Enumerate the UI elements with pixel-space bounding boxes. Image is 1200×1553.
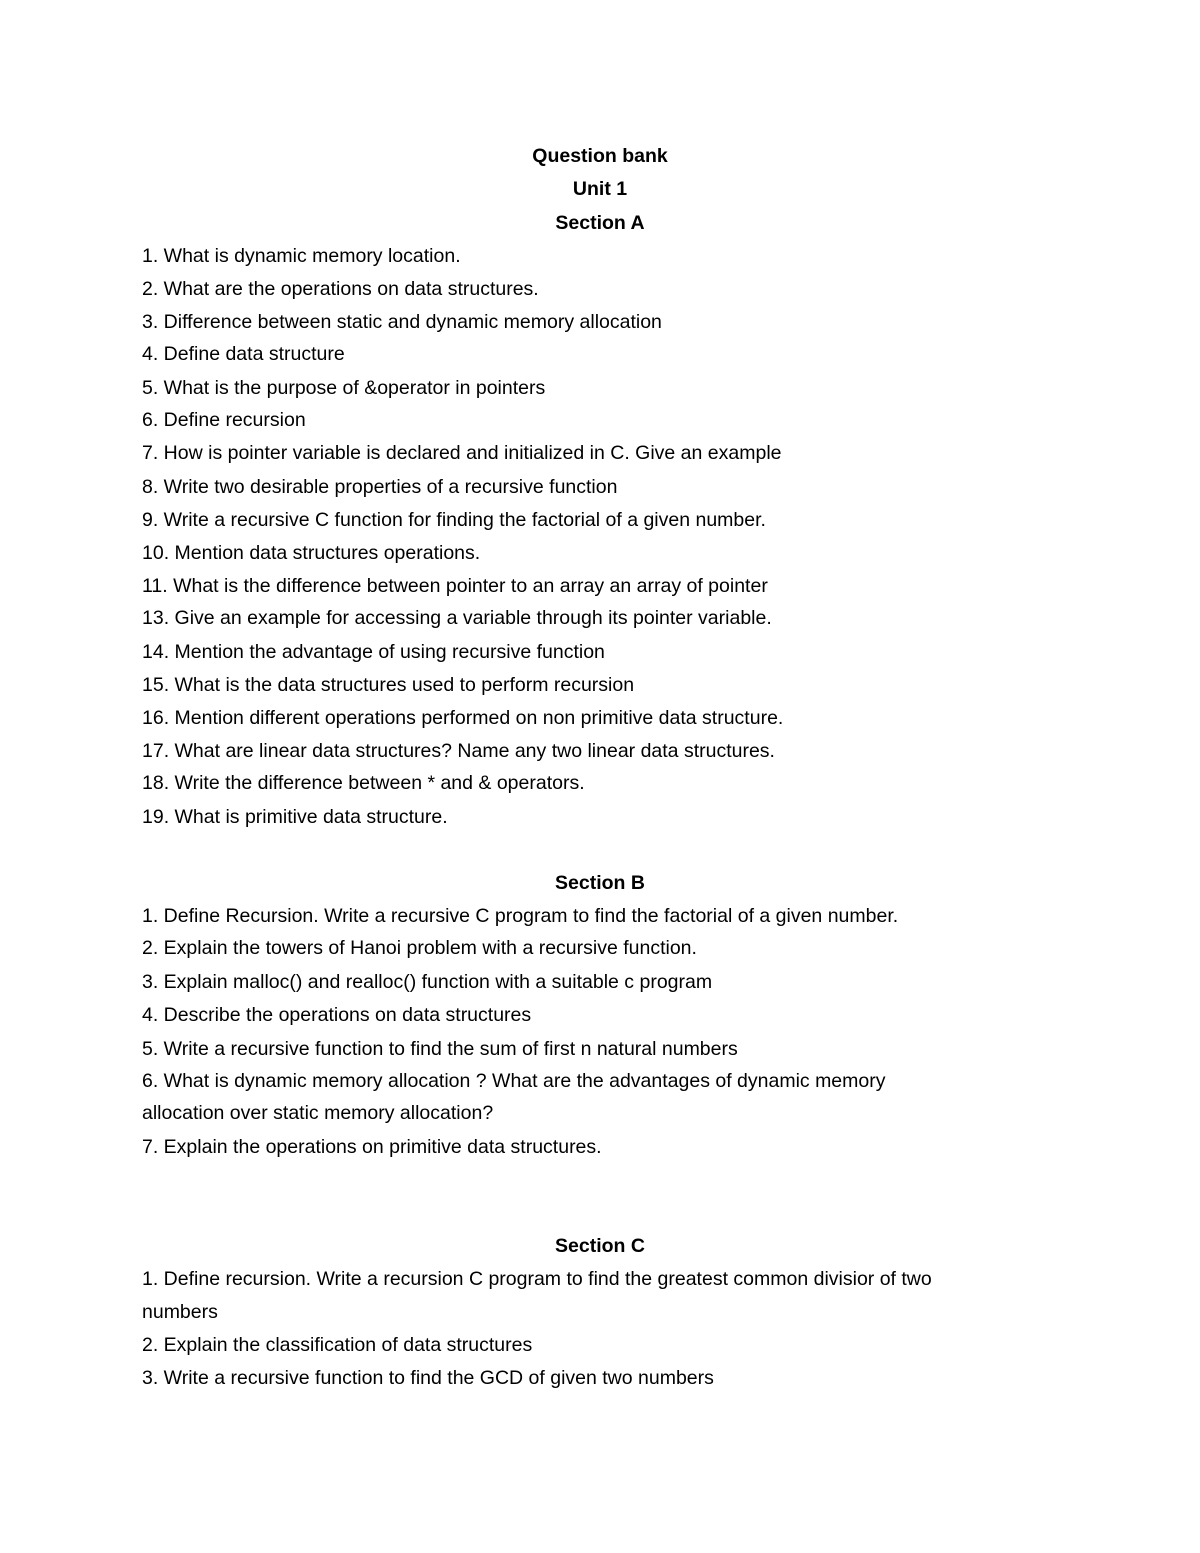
section-b-question: 6. What is dynamic memory allocation ? What are the advantages of dynamic memory xyxy=(142,1070,886,1092)
section-b-question: 5. Write a recursive function to find the sum of first n natural numbers xyxy=(142,1038,738,1060)
section-c-heading: Section C xyxy=(555,1235,645,1257)
section-a-question: 2. What are the operations on data structures. xyxy=(142,278,539,300)
section-a-heading: Section A xyxy=(555,212,645,234)
section-a-question: 6. Define recursion xyxy=(142,409,306,431)
section-a-question: 11. What is the difference between pointer to an array an array of pointer xyxy=(142,575,768,597)
section-a-question: 14. Mention the advantage of using recursive function xyxy=(142,641,605,663)
section-a-question: 15. What is the data structures used to perform recursion xyxy=(142,674,635,696)
section-a-question: 13. Give an example for accessing a variable through its pointer variable. xyxy=(142,607,772,629)
section-c-question-continuation: numbers xyxy=(142,1301,218,1323)
section-a-question: 1. What is dynamic memory location. xyxy=(142,245,461,267)
section-b-question: 3. Explain malloc() and realloc() function with a suitable c program xyxy=(142,971,713,993)
section-a-question: 16. Mention different operations performed on non primitive data structure. xyxy=(142,707,784,729)
section-a-question: 3. Difference between static and dynamic memory allocation xyxy=(142,311,662,333)
section-a-question: 4. Define data structure xyxy=(142,343,345,365)
section-c-question: 2. Explain the classification of data structures xyxy=(142,1334,533,1356)
section-a-question: 9. Write a recursive C function for finding the factorial of a given number. xyxy=(142,509,766,531)
document-title: Question bank xyxy=(532,145,668,167)
section-b-question: 2. Explain the towers of Hanoi problem with a recursive function. xyxy=(142,937,697,959)
section-b-question: 1. Define Recursion. Write a recursive C program to find the factorial of a given number. xyxy=(142,905,899,927)
section-a-question: 17. What are linear data structures? Name any two linear data structures. xyxy=(142,740,775,762)
section-b-question: 7. Explain the operations on primitive data structures. xyxy=(142,1136,602,1158)
section-a-question: 7. How is pointer variable is declared and initialized in C. Give an example xyxy=(142,442,782,464)
unit-heading: Unit 1 xyxy=(572,178,628,200)
section-a-question: 10. Mention data structures operations. xyxy=(142,542,481,564)
section-a-question: 5. What is the purpose of &operator in pointers xyxy=(142,377,546,399)
section-b-question-continuation: allocation over static memory allocation? xyxy=(142,1102,494,1124)
section-a-question: 8. Write two desirable properties of a recursive function xyxy=(142,476,618,498)
section-c-question: 1. Define recursion. Write a recursion C program to find the greatest common divisior of two xyxy=(142,1268,932,1290)
section-b-heading: Section B xyxy=(555,872,645,894)
section-b-question: 4. Describe the operations on data structures xyxy=(142,1004,532,1026)
section-a-question: 19. What is primitive data structure. xyxy=(142,806,448,828)
section-c-question: 3. Write a recursive function to find the GCD of given two numbers xyxy=(142,1367,714,1389)
section-a-question: 18. Write the difference between * and & operators. xyxy=(142,772,585,794)
